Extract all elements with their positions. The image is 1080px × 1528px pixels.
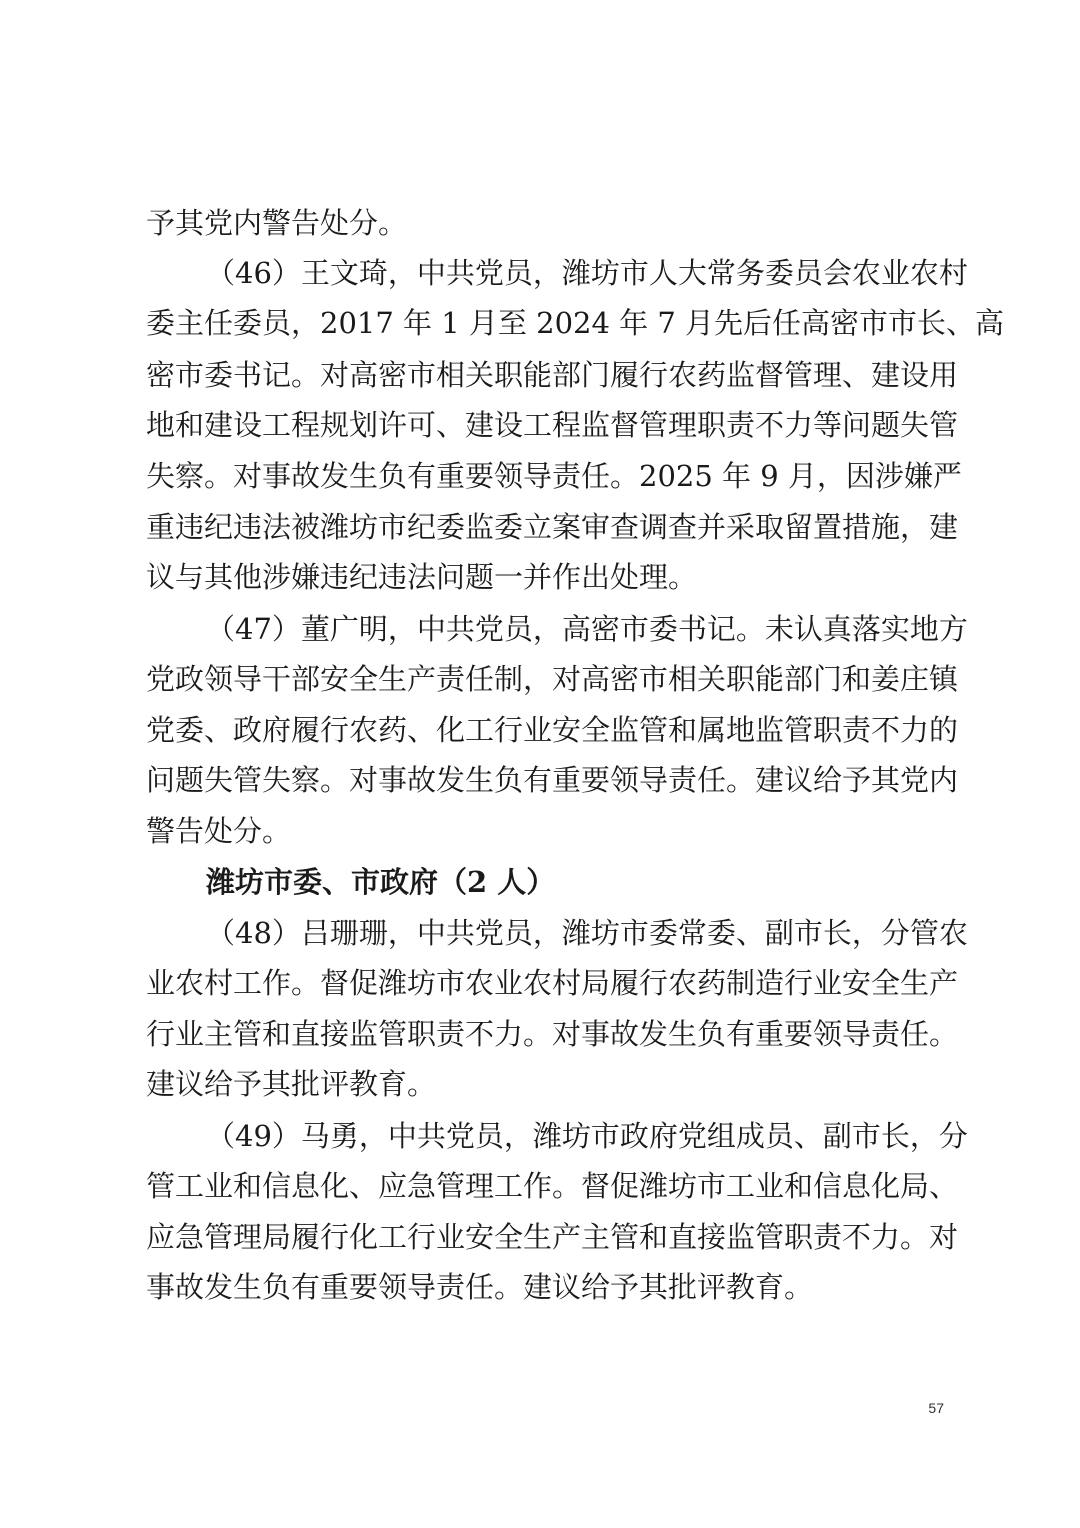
paragraph-line: 事故发生负有重要领导责任。建议给予其批评教育。 (146, 1270, 814, 1304)
paragraph-line: 密市委书记。对高密市相关职能部门履行农药监督管理、建设用 (146, 358, 959, 392)
paragraph-line: 业农村工作。督促潍坊市农业农村局履行农药制造行业安全生产 (146, 966, 959, 1000)
paragraph-line: （49）马勇，中共党员，潍坊市政府党组成员、副市长，分 (206, 1119, 968, 1153)
paragraph-line: （48）吕珊珊，中共党员，潍坊市委常委、副市长，分管农 (206, 916, 968, 950)
paragraph-line: 失察。对事故发生负有重要领导责任。2025 年 9 月，因涉嫌严 (146, 459, 962, 493)
paragraph-line: 管工业和信息化、应急管理工作。督促潍坊市工业和信息化局、 (146, 1169, 959, 1203)
paragraph-line: 行业主管和直接监管职责不力。对事故发生负有重要领导责任。 (146, 1017, 959, 1051)
paragraph-line: 议与其他涉嫌违纪违法问题一并作出处理。 (146, 560, 698, 594)
paragraph-line: 委主任委员，2017 年 1 月至 2024 年 7 月先后任高密市市长、高 (146, 306, 1005, 340)
paragraph-line: 党政领导干部安全生产责任制，对高密市相关职能部门和姜庄镇 (146, 662, 959, 696)
paragraph-line: 问题失管失察。对事故发生负有重要领导责任。建议给予其党内 (146, 763, 959, 797)
paragraph-line: （46）王文琦，中共党员，潍坊市人大常务委员会农业农村 (206, 256, 968, 290)
paragraph-line: 应急管理局履行化工行业安全生产主管和直接监管职责不力。对 (146, 1220, 959, 1254)
paragraph-line: 予其党内警告处分。 (146, 206, 408, 240)
paragraph-line: 地和建设工程规划许可、建设工程监督管理职责不力等问题失管 (146, 408, 959, 442)
page-number: 57 (928, 1400, 944, 1416)
section-heading: 潍坊市委、市政府（2 人） (206, 865, 556, 899)
paragraph-line: 建议给予其批评教育。 (146, 1067, 437, 1101)
paragraph-line: 警告处分。 (146, 814, 292, 848)
paragraph-line: （47）董广明，中共党员，高密市委书记。未认真落实地方 (206, 612, 968, 646)
paragraph-line: 重违纪违法被潍坊市纪委监委立案审查调查并采取留置措施，建 (146, 510, 959, 544)
paragraph-line: 党委、政府履行农药、化工行业安全监管和属地监管职责不力的 (146, 713, 959, 747)
